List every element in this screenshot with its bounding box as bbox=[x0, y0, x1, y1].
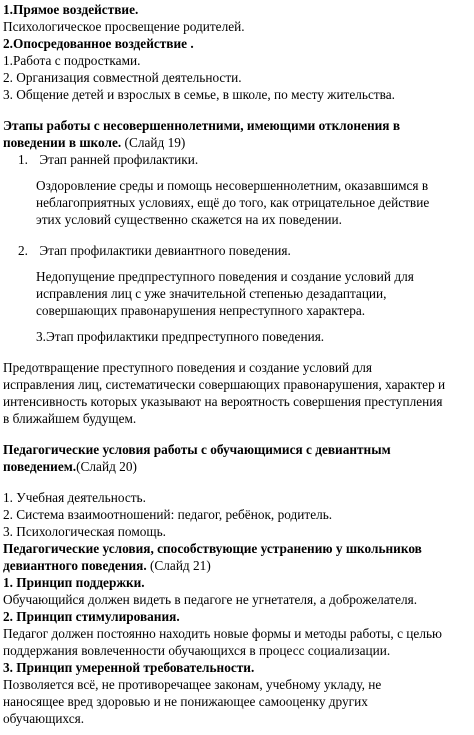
principle-3-title: 3. Принцип умеренной требовательности. bbox=[3, 660, 255, 675]
list-item: 3. Общение детей и взрослых в семье, в школе, по месту жительства. bbox=[3, 87, 396, 102]
line-parents-education: Психологическое просвещение родителей. bbox=[3, 19, 245, 34]
principle-3-text: Позволяется всё, не противоречащее законам, учебному укладу, не наносящее вред здоровью и не понижающее самооценку других обучающихся. bbox=[3, 677, 382, 726]
stage-2-description: Недопущение предпреступного поведения и создание условий для исправления лиц с уже значительной степенью дезадаптации, совершающих правонарушения непреступного характера. bbox=[36, 269, 414, 318]
list-item: 2. Организация совместной деятельности. bbox=[3, 70, 242, 85]
stage-1-title: 1. Этап ранней профилактики. bbox=[18, 152, 199, 167]
stage-2-title: 2. Этап профилактики девиантного поведения. bbox=[18, 243, 291, 258]
slide-ref: (Слайд 21) bbox=[146, 558, 211, 573]
heading-correction: Педагогические условия, способствующие устранению у школьников девиантного поведения. (Слайд 21) bbox=[3, 541, 422, 573]
principle-2-text: Педагог должен постоянно находить новые формы и методы работы, с целью поддержания вовлеченности обучающихся в процесс социализации. bbox=[3, 626, 442, 658]
slide-ref: (Слайд 19) bbox=[121, 135, 186, 150]
heading-indirect-influence: 2.Опосредованное воздействие . bbox=[3, 36, 194, 51]
slide-ref: (Слайд 20) bbox=[76, 459, 137, 474]
heading-stages bbox=[3, 117, 474, 151]
heading-stages-bold-2: поведении в школе. bbox=[3, 135, 122, 150]
heading-conditions: Педагогические условия работы с обучающимися с девиантным поведением.(Слайд 20) bbox=[3, 442, 391, 474]
principle-1-title: 1. Принцип поддержки. bbox=[3, 575, 145, 590]
heading-direct-influence: 1.Прямое воздействие. bbox=[3, 2, 139, 17]
list-item: 3. Психологическая помощь. bbox=[3, 524, 167, 539]
prevention-paragraph: Предотвращение преступного поведения и создание условий для исправления лиц, систематически совершающих правонарушения, характер и интенсивность которых указывают на вероятность совершения преступления в ближайшем будущем. bbox=[3, 360, 446, 426]
principle-2-title: 2. Принцип стимулирования. bbox=[3, 609, 180, 624]
list-item: 1.Работа с подростками. bbox=[3, 53, 141, 68]
stage-1-description: Оздоровление среды и помощь несовершеннолетним, оказавшимся в неблагоприятных условиях, ещё до того, как отрицательное действие этих условий существенно скажется на их поведении. bbox=[36, 178, 430, 227]
heading-stages-bold-1: Этапы работы с несовершеннолетними, имеющими отклонения в bbox=[3, 118, 401, 133]
stage-3-title: 3.Этап профилактики предпреступного поведения. bbox=[36, 329, 325, 344]
list-item: 1. Учебная деятельность. bbox=[3, 490, 146, 505]
list-item: 2. Система взаимоотношений: педагог, ребёнок, родитель. bbox=[3, 507, 333, 522]
principle-1-text: Обучающийся должен видеть в педагоге не угнетателя, а доброжелателя. bbox=[3, 592, 418, 607]
